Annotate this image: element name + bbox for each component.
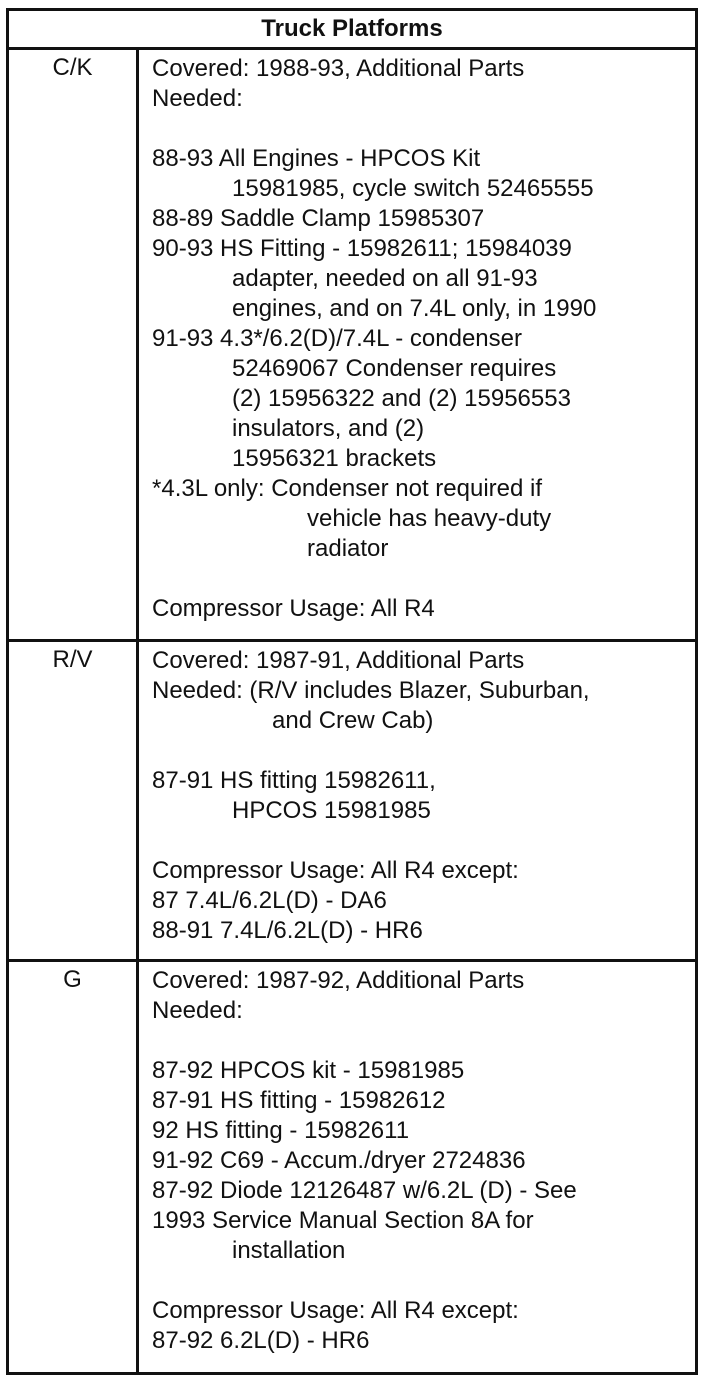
table-row-g (9, 962, 695, 1372)
detail-line: vehicle has heavy-duty (307, 505, 552, 532)
details-cell (139, 642, 695, 959)
truck-platforms-table (6, 8, 698, 1375)
spacer (152, 1266, 687, 1296)
table-row-rv (9, 642, 695, 962)
detail-line: 87-91 HS fitting - 15982612 (152, 1087, 446, 1114)
spacer (152, 736, 687, 766)
detail-line: installation (232, 1237, 346, 1264)
spacer (152, 114, 687, 144)
detail-line: Covered: 1987-92, Additional Parts (152, 967, 525, 994)
platform-cell: R/V (9, 642, 139, 959)
detail-line: radiator (307, 535, 389, 562)
details-cell (139, 962, 695, 1372)
detail-line: 87-91 HS fitting 15982611, (152, 767, 436, 794)
detail-line: Compressor Usage: All R4 except: (152, 1297, 519, 1324)
spacer (152, 1026, 687, 1056)
spacer (152, 826, 687, 856)
detail-line: Needed: (152, 85, 243, 112)
detail-line: (2) 15956322 and (2) 15956553 (232, 385, 571, 412)
detail-line: 15956321 brackets (232, 445, 437, 472)
detail-line: and Crew Cab) (272, 707, 434, 734)
detail-line: Needed: (R/V includes Blazer, Suburban, (152, 677, 590, 704)
detail-line: 91-92 C69 - Accum./dryer 2724836 (152, 1147, 526, 1174)
spacer (152, 564, 687, 594)
details-cell (139, 50, 695, 639)
table-row-ck (9, 50, 695, 642)
detail-line: 87-92 6.2L(D) - HR6 (152, 1327, 370, 1354)
detail-line: 1993 Service Manual Section 8A for (152, 1207, 534, 1234)
detail-line: adapter, needed on all 91-93 (232, 265, 538, 292)
detail-line: insulators, and (2) (232, 415, 425, 442)
platform-cell: C/K (9, 50, 139, 639)
detail-line: 87 7.4L/6.2L(D) - DA6 (152, 887, 387, 914)
detail-line: 87-92 HPCOS kit - 15981985 (152, 1057, 465, 1084)
detail-line: Covered: 1987-91, Additional Parts (152, 647, 525, 674)
platform-cell: G (9, 962, 139, 1372)
detail-line: 88-89 Saddle Clamp 15985307 (152, 205, 485, 232)
detail-line: 88-91 7.4L/6.2L(D) - HR6 (152, 917, 423, 944)
detail-line: HPCOS 15981985 (232, 797, 431, 824)
detail-line: 92 HS fitting - 15982611 (152, 1117, 410, 1144)
detail-line: Covered: 1988-93, Additional Parts (152, 55, 525, 82)
detail-line: 88-93 All Engines - HPCOS Kit (152, 145, 481, 172)
detail-line: 52469067 Condenser requires (232, 355, 557, 382)
detail-line: engines, and on 7.4L only, in 1990 (232, 295, 597, 322)
detail-line: Compressor Usage: All R4 except: (152, 857, 519, 884)
detail-line: 90-93 HS Fitting - 15982611; 15984039 (152, 235, 572, 262)
detail-line: 15981985, cycle switch 52465555 (232, 175, 594, 202)
detail-line: *4.3L only: Condenser not required if (152, 475, 543, 502)
table-title: Truck Platforms (9, 11, 695, 50)
detail-line: 87-92 Diode 12126487 w/6.2L (D) - See (152, 1177, 577, 1204)
detail-line: 91-93 4.3*/6.2(D)/7.4L - condenser (152, 325, 522, 352)
detail-line: Compressor Usage: All R4 (152, 595, 435, 622)
detail-line: Needed: (152, 997, 243, 1024)
